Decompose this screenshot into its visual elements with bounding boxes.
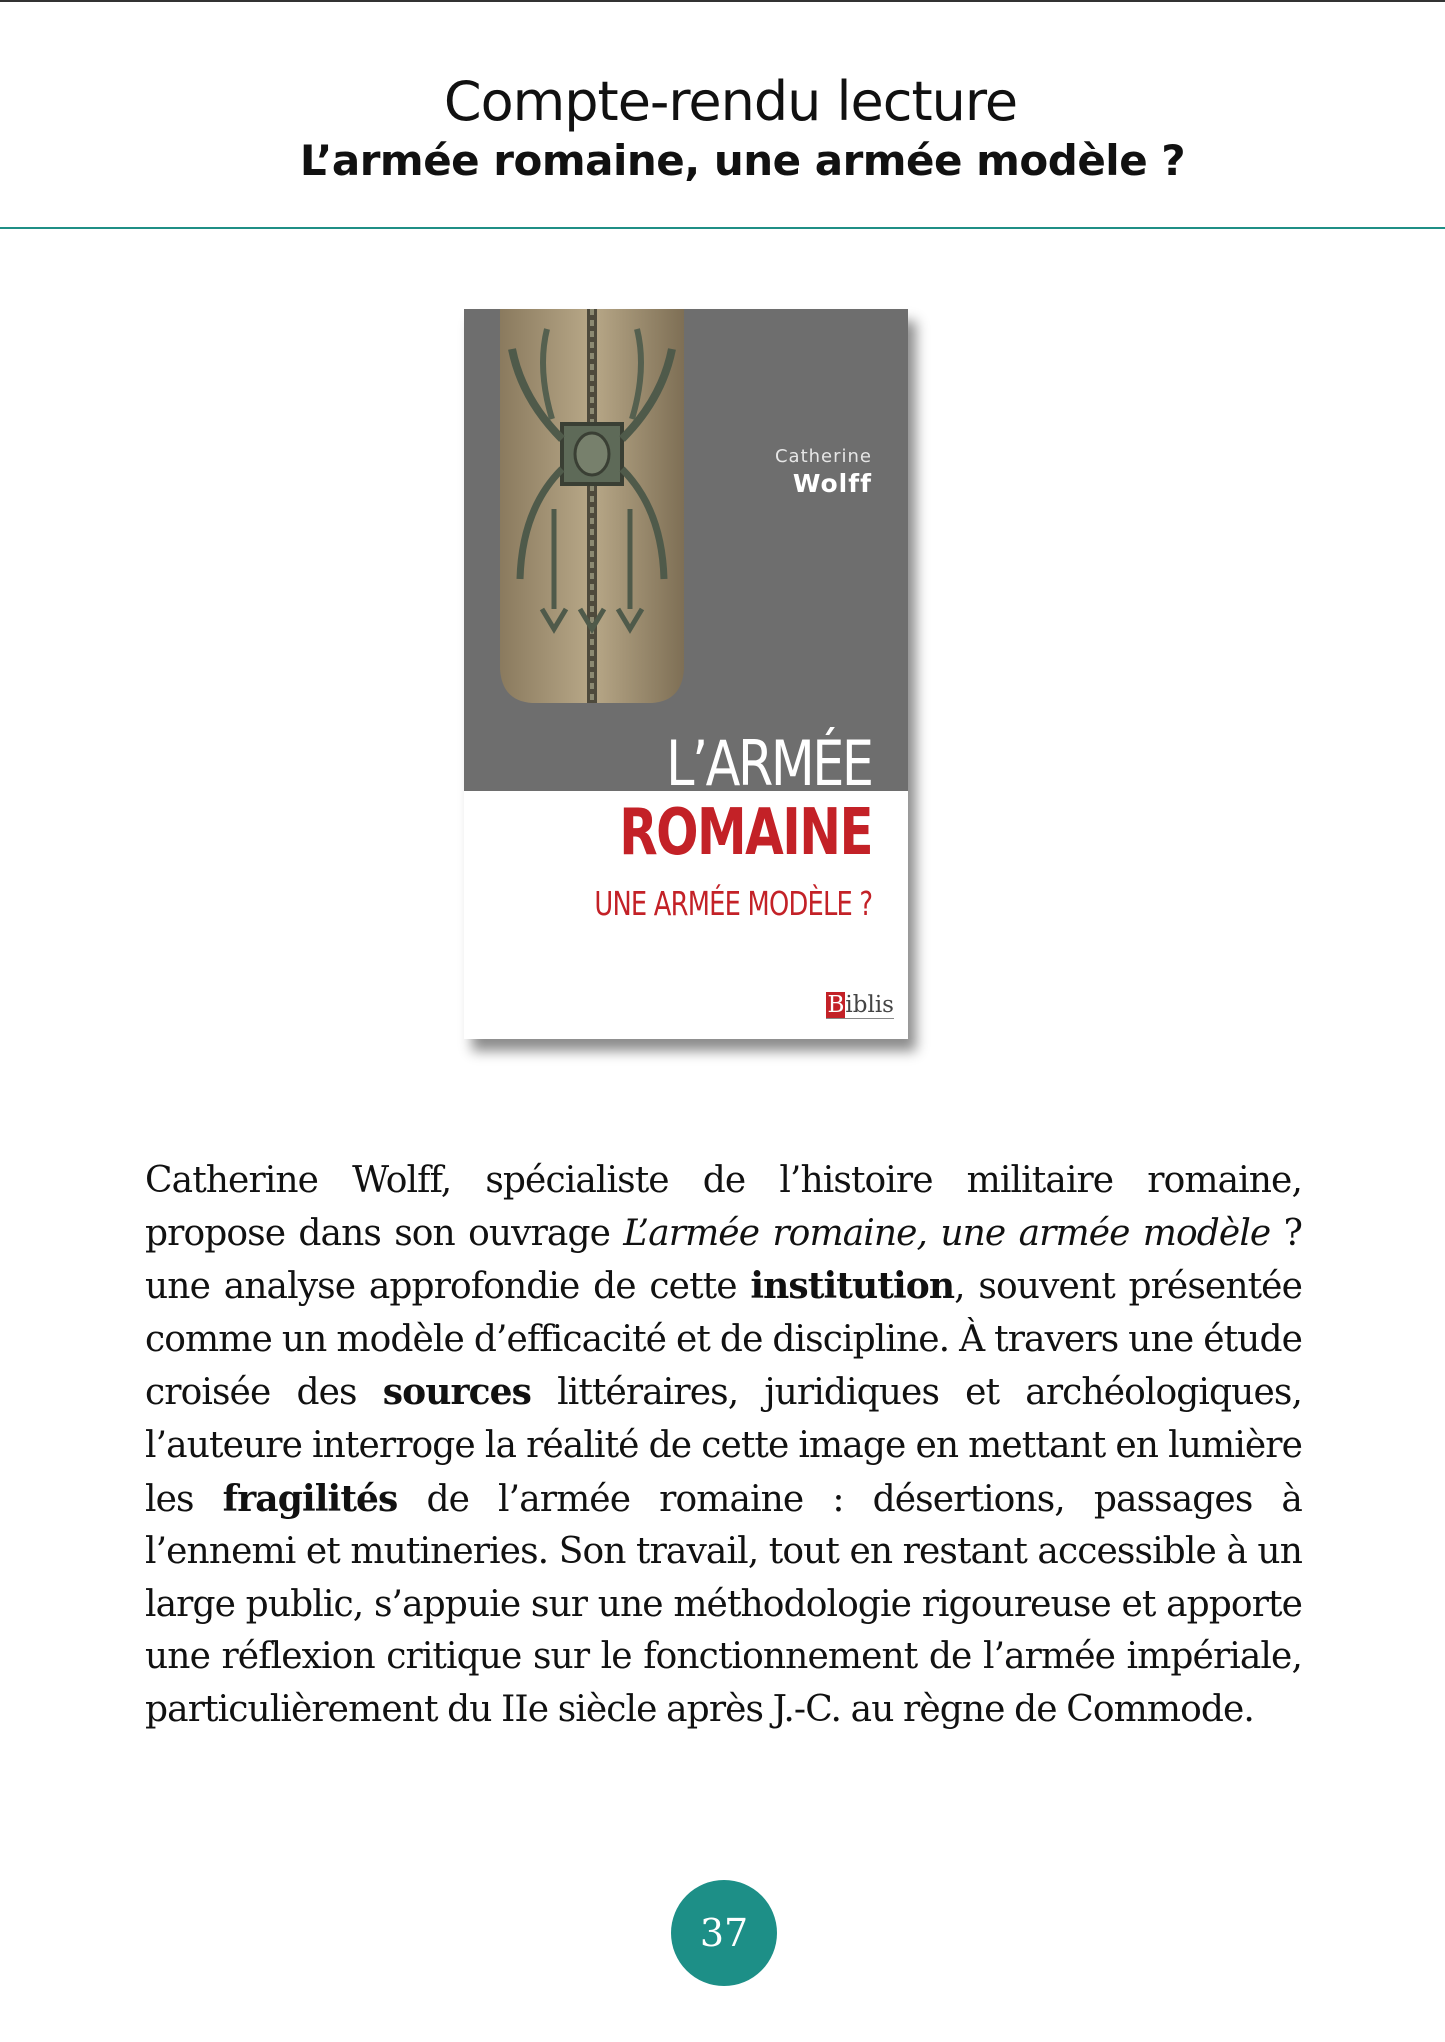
publisher-initial: B xyxy=(827,992,845,1018)
page-header xyxy=(0,70,1445,188)
cover-author-last-name: Wolff xyxy=(792,469,872,498)
header-divider xyxy=(0,227,1445,229)
text-segment: littéraires, juridiques et archéologiques, l’auteure interroge la réalité de cette image en mettant en lumière les xyxy=(145,1372,1302,1520)
text-segment: Catherine Wolff, spécialiste de l’histoire militaire romaine, propose dans son ouvrage xyxy=(145,1160,1302,1254)
cover-title-line-3: UNE ARMÉE MODÈLE ? xyxy=(594,884,872,923)
review-paragraph xyxy=(145,1155,1302,1737)
text-segment: , souvent présentée comme un modèle d’efficacité et de discipline. À travers une étude croisée des xyxy=(145,1266,1302,1414)
cover-author-first-name: Catherine xyxy=(774,446,872,467)
book-cover xyxy=(464,309,908,1039)
keyword-fragilites: fragilités xyxy=(222,1477,398,1520)
cover-title-line-1: L’ARMÉE xyxy=(666,727,872,800)
publisher-rest: iblis xyxy=(845,992,894,1018)
cover-photo-area xyxy=(464,309,908,791)
page-subtitle: L’armée romaine, une armée modèle ? xyxy=(299,136,1186,185)
keyword-institution: institution xyxy=(750,1265,955,1308)
page-title: Compte-rendu lecture xyxy=(443,70,1018,133)
cover-publisher-logo xyxy=(826,992,894,1019)
roman-shield-image xyxy=(492,309,692,703)
book-title-inline: L’armée romaine, une armée modèle xyxy=(623,1212,1271,1254)
keyword-sources: sources xyxy=(382,1371,531,1414)
top-border xyxy=(0,0,1445,2)
page-number-badge: 37 xyxy=(671,1880,777,1986)
cover-title-line-2: ROMAINE xyxy=(619,796,872,870)
text-segment: de l’armée romaine : désertions, passages à l’ennemi et mutineries. Son travail, tout en restant accessible à un large public, s’appuie sur une méthodologie rigoureuse et apporte une réflexion critique sur le fonctionnement de l’armée impériale, particulièrement du IIe siècle après J.-C. au règne de Commode. xyxy=(145,1478,1302,1730)
text-segment: ? une analyse approfondie de cette xyxy=(145,1212,1302,1308)
